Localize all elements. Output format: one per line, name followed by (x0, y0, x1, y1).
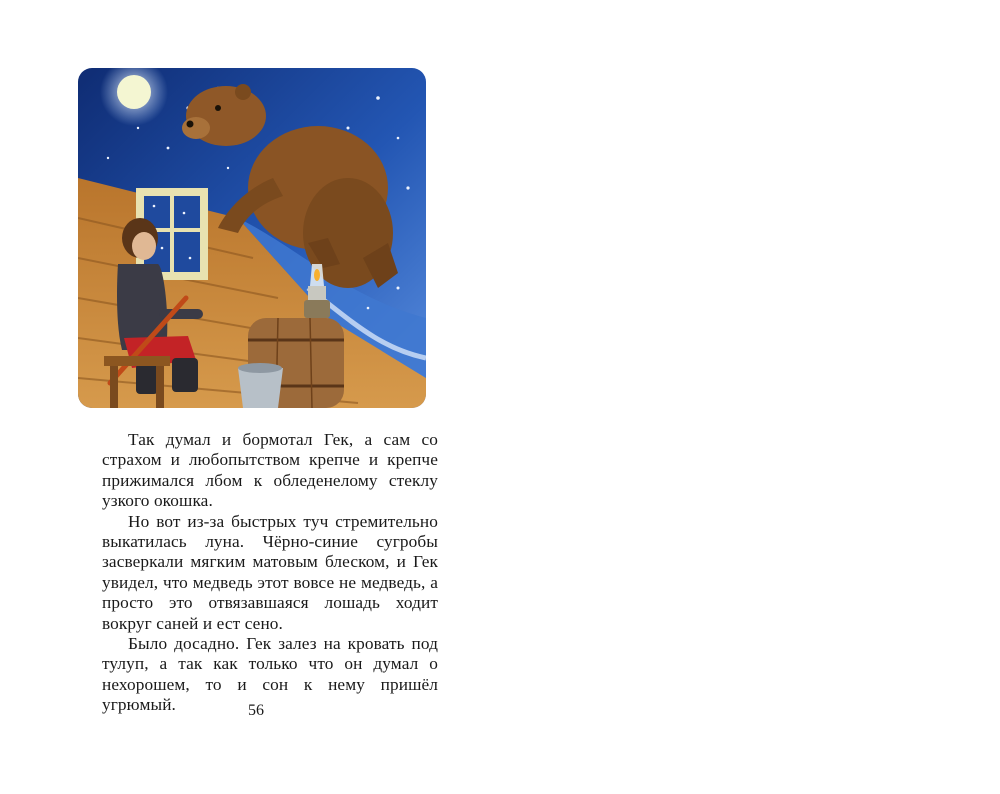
illustration-art (78, 68, 426, 408)
paragraph: Было досадно. Гек залез на кровать под тулуп, а так как только что он думал о нехорошем, то и сон к нему пришёл угрюмый. (102, 634, 438, 715)
page-number-left: 56 (248, 702, 264, 719)
paragraph: Но вот из-за быстрых туч стремительно выкатилась луна. Чёрно-синие сугробы засверкали мягким матовым блеском, и Гек увидел, что медведь этот вовсе не медведь, а просто это отвязавшаяся лошадь ходит вокруг саней и ест сено. (102, 511, 438, 633)
story-illustration (78, 68, 426, 408)
moon-icon (117, 75, 151, 109)
right-page (500, 0, 1000, 794)
left-page-text (102, 430, 438, 716)
paragraph: Так думал и бормотал Гек, а сам со страхом и любопытством крепче и крепче прижимался лбом к обледенелому стеклу узкого окошка. (102, 430, 438, 511)
